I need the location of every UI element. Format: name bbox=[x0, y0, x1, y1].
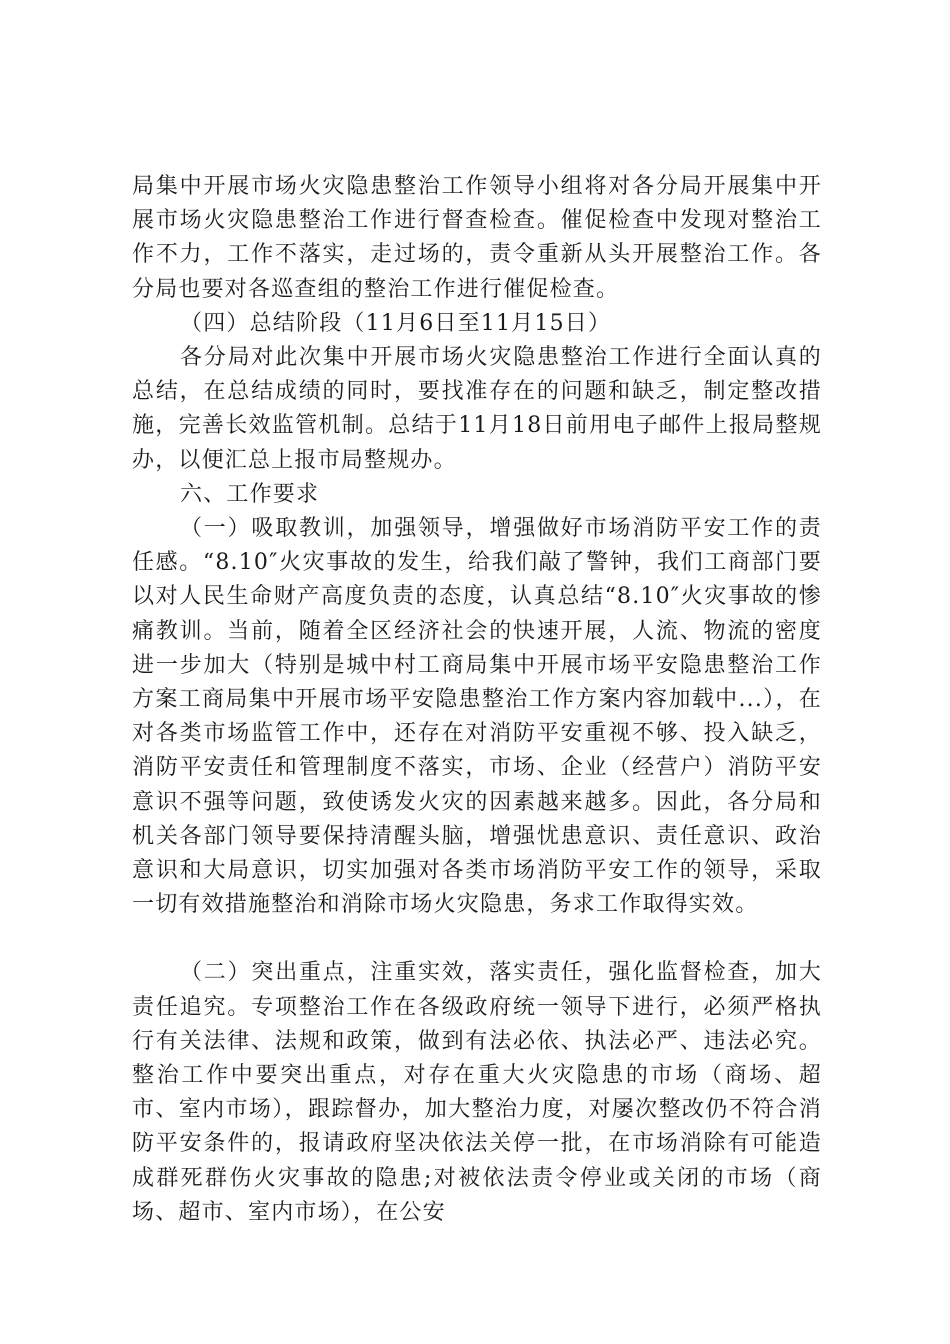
paragraph-summary: 各分局对此次集中开展市场火灾隐患整治工作进行全面认真的总结，在总结成绩的同时，要找准存在的问题和缺乏，制定整改措施，完善长效监管机制。总结于11月18日前用电子邮件上报局整规办，以便汇总上报市局整规办。 bbox=[132, 345, 822, 473]
section-heading-work-requirements: 六、工作要求 bbox=[180, 481, 320, 507]
paragraph-continuation: 局集中开展市场火灾隐患整治工作领导小组将对各分局开展集中开展市场火灾隐患整治工作进行督查检查。催促检查中发现对整治工作不力，工作不落实，走过场的，责令重新从头开展整治工作。各分局也要对各巡查组的整治工作进行催促检查。 bbox=[132, 174, 822, 302]
paragraph-requirement-1: （一）吸取教训，加强领导，增强做好市场消防平安工作的责任感。“8.10″火灾事故的发生，给我们敲了警钟，我们工商部门要以对人民生命财产高度负责的态度，认真总结“8.10″火灾事故的惨痛教训。当前，随着全区经济社会的快速开展，人流、物流的密度进一步加大（特别是城中村工商局集中开展市场平安隐患整治工作方案工商局集中开展市场平安隐患整治工作方案内容加载中...），在对各类市场监管工作中，还存在对消防平安重视不够、投入缺乏，消防平安责任和管理制度不落实，市场、企业（经营户）消防平安意识不强等问题，致使诱发火灾的因素越来越多。因此，各分局和机关各部门领导要保持清醒头脑，增强忧患意识、责任意识、政治意识和大局意识，切实加强对各类市场消防平安工作的领导，采取一切有效措施整治和消除市场火灾隐患，务求工作取得实效。 bbox=[132, 516, 822, 918]
section-heading-summary-stage: （四）总结阶段（11月6日至11月15日） bbox=[180, 310, 612, 336]
paragraph-gap bbox=[132, 922, 822, 956]
paragraph-requirement-2: （二）突出重点，注重实效，落实责任，强化监督检查，加大责任追究。专项整治工作在各级政府统一领导下进行，必须严格执行有关法律、法规和政策，做到有法必依、执法必严、违法必究。整治工作中要突出重点，对存在重大火灾隐患的市场（商场、超市、室内市场），跟踪督办，加大整治力度，对屡次整改仍不符合消防平安条件的，报请政府坚决依法关停一批，在市场消除有可能造成群死群伤火灾事故的隐患;对被依法责令停业或关闭的市场（商场、超市、室内市场），在公安 bbox=[132, 960, 822, 1225]
document-body bbox=[132, 170, 822, 1230]
